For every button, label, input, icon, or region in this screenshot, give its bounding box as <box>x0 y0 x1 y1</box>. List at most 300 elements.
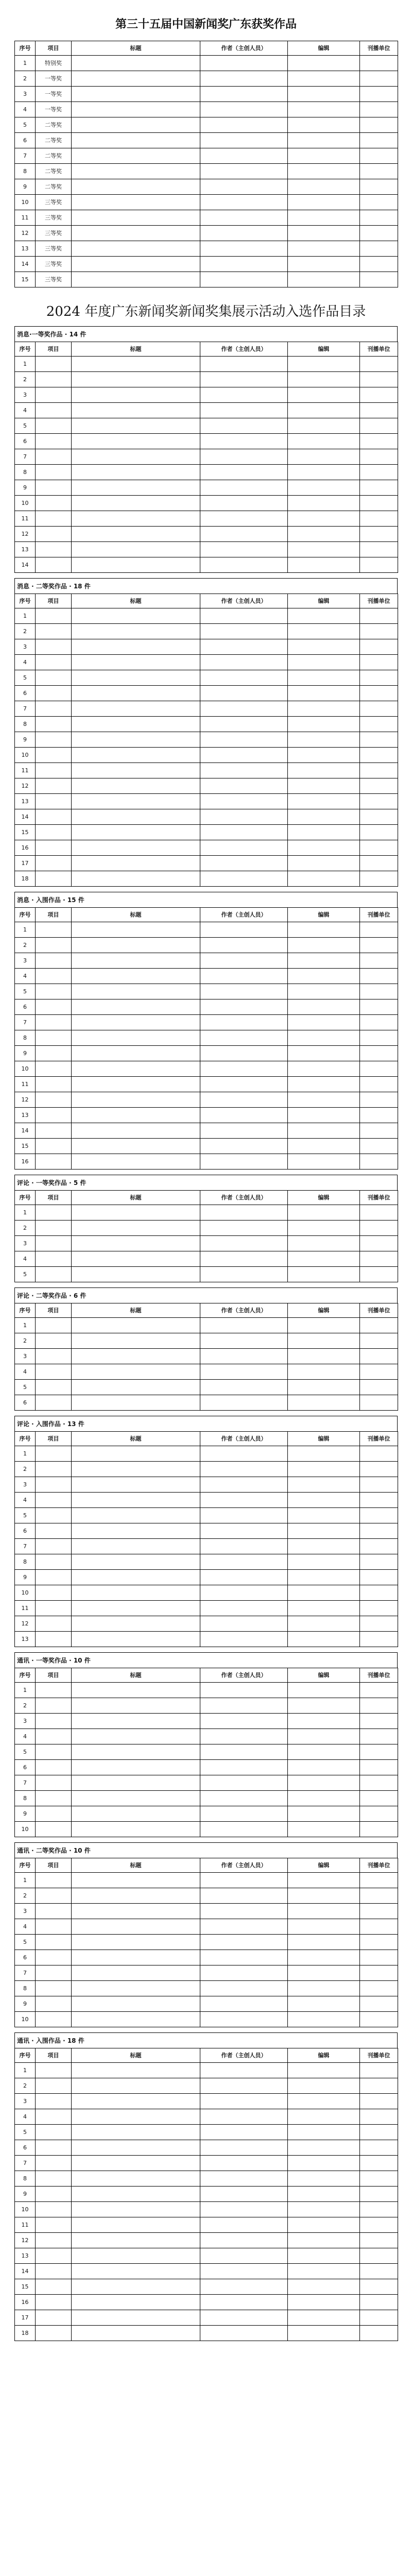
table-cell: 11 <box>15 2217 36 2233</box>
table-cell <box>288 87 360 102</box>
table-row <box>15 686 398 701</box>
table-cell <box>288 1318 360 1333</box>
table-cell <box>360 938 398 953</box>
table-cell: 14 <box>15 1123 36 1139</box>
table-row <box>15 856 398 871</box>
table-cell <box>360 1092 398 1108</box>
table-row <box>15 403 398 418</box>
table-cell <box>360 1462 398 1477</box>
table-cell: 5 <box>15 1508 36 1523</box>
col-header: 作者（主创人员） <box>200 2048 288 2063</box>
table-cell <box>360 480 398 496</box>
table-cell <box>360 686 398 701</box>
table-row <box>15 984 398 999</box>
table-cell <box>288 2109 360 2125</box>
table-cell <box>200 2295 288 2310</box>
table-cell <box>72 418 200 434</box>
table-cell <box>360 164 398 179</box>
table-row <box>15 1775 398 1791</box>
table-cell <box>360 1601 398 1616</box>
table-cell <box>360 1950 398 1965</box>
table-cell <box>200 1965 288 1981</box>
col-header: 作者（主创人员） <box>200 1191 288 1205</box>
table-cell <box>200 1760 288 1775</box>
table-row <box>15 639 398 655</box>
table-row <box>15 1585 398 1601</box>
table-cell <box>360 1123 398 1139</box>
table-cell <box>36 2248 72 2264</box>
table-cell <box>360 1046 398 1061</box>
table-cell: 10 <box>15 1061 36 1077</box>
table-cell <box>72 1395 200 1411</box>
table-cell <box>72 1806 200 1822</box>
table-cell: 1 <box>15 608 36 624</box>
table-cell <box>72 1729 200 1744</box>
table-cell <box>200 1236 288 1251</box>
table-cell: 9 <box>15 1806 36 1822</box>
col-header: 项目 <box>36 1668 72 1683</box>
table-cell <box>200 938 288 953</box>
table-cell <box>200 387 288 403</box>
table-cell: 13 <box>15 542 36 557</box>
table-cell: 3 <box>15 1714 36 1729</box>
table-cell <box>288 1446 360 1462</box>
table-row <box>15 1744 398 1760</box>
table-cell <box>72 1077 200 1092</box>
table-cell <box>288 1046 360 1061</box>
table-cell <box>36 2140 72 2156</box>
table-cell <box>360 1236 398 1251</box>
table-cell: 10 <box>15 2202 36 2217</box>
table-cell <box>72 825 200 840</box>
col-header: 标题 <box>72 1858 200 1873</box>
table-cell: 3 <box>15 1236 36 1251</box>
table-cell <box>288 1760 360 1775</box>
col-header: 编辑 <box>288 1858 360 1873</box>
table-cell <box>36 1523 72 1539</box>
table-cell <box>36 825 72 840</box>
table-cell <box>288 856 360 871</box>
table-cell: 3 <box>15 1904 36 1919</box>
table-cell <box>36 1221 72 1236</box>
table-row <box>15 557 398 573</box>
table-cell <box>360 1996 398 2012</box>
table-cell <box>36 2233 72 2248</box>
table-cell <box>36 1950 72 1965</box>
table-cell <box>200 1046 288 1061</box>
table-cell <box>36 1822 72 1837</box>
table-cell <box>36 1632 72 1647</box>
table-row <box>15 2063 398 2078</box>
table-cell <box>360 984 398 999</box>
table-cell: 二等奖 <box>36 164 72 179</box>
table-cell <box>288 809 360 825</box>
table-cell: 7 <box>15 1965 36 1981</box>
table-cell <box>288 449 360 465</box>
table-cell <box>288 2171 360 2187</box>
table-cell <box>72 1904 200 1919</box>
table-cell <box>72 1015 200 1030</box>
table-row <box>15 102 398 117</box>
table-cell <box>288 840 360 856</box>
table-cell <box>72 1523 200 1539</box>
table-row <box>15 871 398 887</box>
table-cell <box>36 1061 72 1077</box>
col-header: 刊播单位 <box>360 908 398 922</box>
table-cell <box>200 1729 288 1744</box>
table-cell: 14 <box>15 809 36 825</box>
section-table <box>14 342 398 573</box>
table-cell <box>288 511 360 527</box>
table-cell <box>72 102 200 117</box>
table-cell <box>360 639 398 655</box>
col-header: 编辑 <box>288 594 360 608</box>
table-cell: 一等奖 <box>36 87 72 102</box>
table-cell <box>72 1888 200 1904</box>
table-cell: 2 <box>15 1698 36 1714</box>
table-cell <box>360 1744 398 1760</box>
table-cell <box>360 2094 398 2109</box>
table-cell <box>36 1046 72 1061</box>
table-cell <box>72 403 200 418</box>
table-cell <box>72 372 200 387</box>
table-cell <box>288 686 360 701</box>
section-table <box>14 1190 398 1282</box>
table-cell <box>200 1205 288 1221</box>
table-cell <box>200 102 288 117</box>
col-header: 作者（主创人员） <box>200 1858 288 1873</box>
table-cell: 5 <box>15 117 36 133</box>
table-cell <box>36 403 72 418</box>
table-cell <box>72 449 200 465</box>
table-cell <box>200 1154 288 1170</box>
table-cell <box>360 1251 398 1267</box>
table-cell <box>36 732 72 748</box>
table-cell <box>36 922 72 938</box>
table-cell <box>200 257 288 272</box>
table-cell <box>288 133 360 148</box>
table-row <box>15 2217 398 2233</box>
table-cell <box>360 1981 398 1996</box>
table-row <box>15 2202 398 2217</box>
table-row <box>15 1683 398 1698</box>
table-cell <box>360 2109 398 2125</box>
table-cell <box>72 511 200 527</box>
col-header: 序号 <box>15 1303 36 1318</box>
table-row <box>15 1570 398 1585</box>
table-cell: 6 <box>15 1395 36 1411</box>
col-header: 标题 <box>72 908 200 922</box>
table-cell <box>360 2279 398 2295</box>
col-header: 序号 <box>15 342 36 357</box>
table-row <box>15 210 398 226</box>
table-row <box>15 257 398 272</box>
table-cell: 15 <box>15 825 36 840</box>
table-row <box>15 1919 398 1935</box>
table-row <box>15 938 398 953</box>
table-cell <box>72 1935 200 1950</box>
table-cell <box>72 2295 200 2310</box>
table-cell <box>360 117 398 133</box>
table-cell <box>360 557 398 573</box>
table-cell <box>72 241 200 257</box>
table-cell <box>72 1950 200 1965</box>
table-cell <box>200 1585 288 1601</box>
table-row <box>15 1965 398 1981</box>
table-cell: 三等奖 <box>36 241 72 257</box>
table-cell <box>200 809 288 825</box>
table-cell <box>36 1030 72 1046</box>
table-cell <box>72 701 200 717</box>
table-cell <box>200 2233 288 2248</box>
table-cell: 16 <box>15 1154 36 1170</box>
table-cell <box>288 2156 360 2171</box>
table-cell <box>200 1139 288 1154</box>
table-cell <box>200 840 288 856</box>
table-cell <box>200 1364 288 1380</box>
table-cell <box>288 1221 360 1236</box>
table-cell: 3 <box>15 639 36 655</box>
table-cell <box>36 953 72 969</box>
table-cell <box>200 511 288 527</box>
table-cell <box>36 856 72 871</box>
table-cell <box>360 2310 398 2326</box>
table-cell <box>288 1570 360 1585</box>
table-cell: 8 <box>15 1981 36 1996</box>
table-cell: 17 <box>15 2310 36 2326</box>
table-cell <box>36 2187 72 2202</box>
table-cell: 8 <box>15 2171 36 2187</box>
table-cell <box>288 272 360 287</box>
table-cell <box>72 748 200 763</box>
section-heading: 通讯 · 入围作品 · 18 件 <box>14 2032 398 2048</box>
table-cell <box>288 2326 360 2341</box>
table-row <box>15 778 398 794</box>
table-cell <box>288 1996 360 2012</box>
col-header: 项目 <box>36 594 72 608</box>
table-cell <box>360 2125 398 2140</box>
table-row <box>15 1616 398 1632</box>
table-cell <box>288 542 360 557</box>
table-cell <box>288 2279 360 2295</box>
table-cell: 9 <box>15 732 36 748</box>
table-cell <box>36 480 72 496</box>
table-row <box>15 1462 398 1477</box>
table-row <box>15 418 398 434</box>
table-cell <box>288 608 360 624</box>
table-cell <box>200 557 288 573</box>
table-header-row <box>15 908 398 922</box>
col-header: 作者（主创人员） <box>200 594 288 608</box>
table-cell <box>72 1744 200 1760</box>
table-cell <box>72 2109 200 2125</box>
table-cell <box>200 148 288 164</box>
table-row <box>15 840 398 856</box>
table-cell <box>200 226 288 241</box>
table-row <box>15 763 398 778</box>
table-cell <box>288 1729 360 1744</box>
table-cell <box>200 748 288 763</box>
col-header: 序号 <box>15 2048 36 2063</box>
table-cell <box>200 1744 288 1760</box>
table-cell <box>72 2264 200 2279</box>
table-cell <box>360 102 398 117</box>
table-row <box>15 2140 398 2156</box>
table-cell <box>288 778 360 794</box>
table-cell <box>36 1205 72 1221</box>
table-cell <box>200 794 288 809</box>
table-cell <box>360 1030 398 1046</box>
table-row <box>15 1267 398 1282</box>
table-row <box>15 1493 398 1508</box>
table-row <box>15 1364 398 1380</box>
table-cell <box>360 778 398 794</box>
table-cell: 6 <box>15 686 36 701</box>
table-cell <box>360 840 398 856</box>
table-cell <box>360 2264 398 2279</box>
table-cell <box>288 2063 360 2078</box>
table-cell <box>72 1123 200 1139</box>
table-cell <box>36 387 72 403</box>
table-row <box>15 953 398 969</box>
table-cell <box>72 856 200 871</box>
table-cell <box>288 1744 360 1760</box>
table-cell <box>72 195 200 210</box>
table-row <box>15 1873 398 1888</box>
col-header: 刊播单位 <box>360 1191 398 1205</box>
table-cell <box>72 1318 200 1333</box>
table-row <box>15 387 398 403</box>
table-cell <box>36 840 72 856</box>
col-header: 项目 <box>36 1858 72 1873</box>
table-cell <box>360 1477 398 1493</box>
table-cell <box>72 763 200 778</box>
table-cell <box>36 449 72 465</box>
table-cell <box>36 608 72 624</box>
table-cell <box>72 624 200 639</box>
table-cell <box>288 969 360 984</box>
table-row <box>15 2295 398 2310</box>
table-cell <box>200 71 288 87</box>
table-cell <box>288 102 360 117</box>
table-cell <box>72 71 200 87</box>
table-cell <box>72 56 200 71</box>
table-cell: 13 <box>15 2248 36 2264</box>
table-cell <box>200 778 288 794</box>
table-cell <box>72 2248 200 2264</box>
table-cell <box>72 2326 200 2341</box>
table-cell <box>360 496 398 511</box>
table-cell <box>288 527 360 542</box>
section-table <box>14 1303 398 1411</box>
table-cell <box>360 357 398 372</box>
table-cell <box>360 449 398 465</box>
table-cell <box>72 1267 200 1282</box>
table-cell <box>288 1698 360 1714</box>
col-header: 标题 <box>72 1432 200 1446</box>
table-cell <box>360 1632 398 1647</box>
table-cell <box>72 2063 200 2078</box>
table-cell: 18 <box>15 871 36 887</box>
table-cell <box>360 272 398 287</box>
table-row <box>15 2012 398 2027</box>
table-row <box>15 2125 398 2140</box>
table-cell <box>72 999 200 1015</box>
table-cell <box>36 624 72 639</box>
table-cell <box>36 717 72 732</box>
table-cell <box>360 763 398 778</box>
table-cell <box>36 2078 72 2094</box>
table-cell: 二等奖 <box>36 117 72 133</box>
table-cell <box>360 2187 398 2202</box>
table-cell <box>360 1221 398 1236</box>
section-table <box>14 1858 398 2027</box>
table-cell <box>288 1139 360 1154</box>
table-cell <box>200 686 288 701</box>
table-cell: 5 <box>15 1935 36 1950</box>
col-header: 标题 <box>72 1191 200 1205</box>
table-cell <box>36 778 72 794</box>
table-cell: 二等奖 <box>36 179 72 195</box>
table-cell: 5 <box>15 670 36 686</box>
table-cell <box>360 1714 398 1729</box>
table-cell: 三等奖 <box>36 226 72 241</box>
award-table-body <box>15 56 398 287</box>
table-cell <box>36 357 72 372</box>
table-cell: 7 <box>15 1775 36 1791</box>
table-cell: 12 <box>15 226 36 241</box>
table-row <box>15 732 398 748</box>
table-cell: 1 <box>15 1318 36 1333</box>
table-cell <box>288 1123 360 1139</box>
table-row <box>15 226 398 241</box>
table-cell <box>72 1108 200 1123</box>
table-row <box>15 1601 398 1616</box>
table-cell: 4 <box>15 1919 36 1935</box>
table-cell <box>200 1616 288 1632</box>
table-cell <box>36 809 72 825</box>
table-cell: 1 <box>15 1205 36 1221</box>
table-row <box>15 999 398 1015</box>
table-cell <box>72 2078 200 2094</box>
table-cell <box>360 1822 398 1837</box>
table-cell <box>72 2140 200 2156</box>
table-cell <box>72 387 200 403</box>
table-cell <box>72 794 200 809</box>
table-cell <box>288 1236 360 1251</box>
table-cell <box>288 418 360 434</box>
table-cell: 一等奖 <box>36 71 72 87</box>
table-cell <box>288 2310 360 2326</box>
table-cell <box>36 748 72 763</box>
table-cell: 7 <box>15 449 36 465</box>
table-cell <box>288 2094 360 2109</box>
table-cell <box>72 1462 200 1477</box>
col-header: 项目 <box>36 1303 72 1318</box>
col-header: 序号 <box>15 1858 36 1873</box>
table-cell <box>360 542 398 557</box>
table-cell <box>288 1508 360 1523</box>
table-cell: 三等奖 <box>36 210 72 226</box>
table-cell <box>72 1446 200 1462</box>
table-cell: 2 <box>15 372 36 387</box>
table-cell <box>288 387 360 403</box>
table-cell: 13 <box>15 1108 36 1123</box>
table-cell <box>36 2063 72 2078</box>
table-cell <box>200 1806 288 1822</box>
table-cell: 特别奖 <box>36 56 72 71</box>
table-cell <box>72 732 200 748</box>
